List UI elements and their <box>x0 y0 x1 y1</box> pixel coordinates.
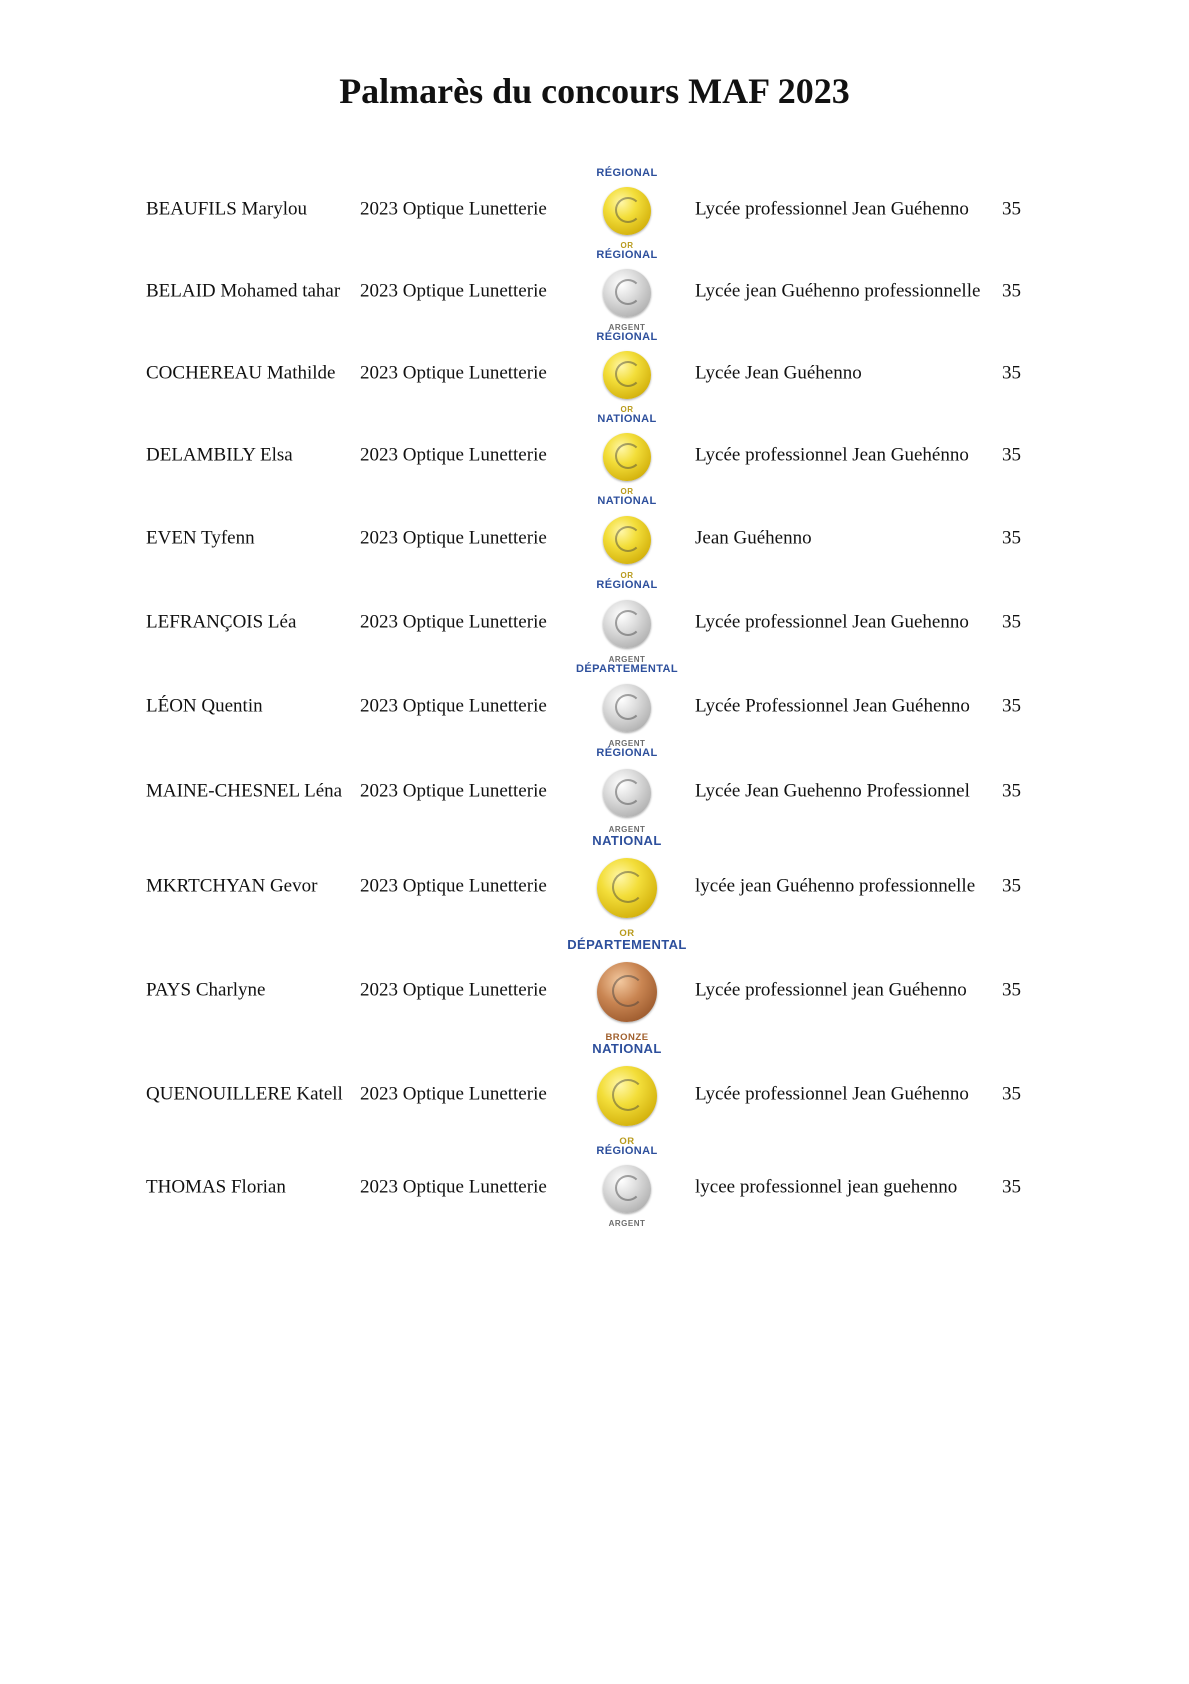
medal-level: NATIONAL <box>597 413 657 425</box>
school: Lycée Jean Guehenno Professionnel <box>695 780 970 802</box>
results-list <box>0 168 1189 1228</box>
result-row <box>0 1042 1189 1146</box>
result-row <box>0 332 1189 414</box>
department: 35 <box>1002 1083 1021 1105</box>
medal-metal: OR <box>620 571 634 580</box>
medal-metal: ARGENT <box>608 1219 646 1228</box>
gold-medal-icon <box>603 433 651 481</box>
profession: 2023 Optique Lunetterie <box>360 198 547 220</box>
department: 35 <box>1002 280 1021 302</box>
gold-medal-icon <box>603 187 651 235</box>
result-row <box>0 834 1189 938</box>
laureate-name: DELAMBILY Elsa <box>146 444 293 466</box>
department: 35 <box>1002 780 1021 802</box>
department: 35 <box>1002 979 1021 1001</box>
medal-badge <box>565 332 689 414</box>
bronze-medal-icon <box>597 962 657 1022</box>
silver-medal-icon <box>603 769 651 817</box>
school: Jean Guéhenno <box>695 527 812 549</box>
profession: 2023 Optique Lunetterie <box>360 527 547 549</box>
department: 35 <box>1002 362 1021 384</box>
medal-metal: OR <box>620 405 634 414</box>
medal-metal: OR <box>620 487 634 496</box>
laureate-name: LEFRANÇOIS Léa <box>146 611 297 633</box>
medal-level: DÉPARTEMENTAL <box>576 663 678 675</box>
medal-metal: OR <box>619 1135 635 1147</box>
school: Lycée professionnel Jean Guehénno <box>695 444 969 466</box>
medal-badge <box>565 748 689 834</box>
result-row <box>0 580 1189 664</box>
laureate-name: LÉON Quentin <box>146 695 263 717</box>
medal-level: NATIONAL <box>597 495 657 507</box>
result-row <box>0 250 1189 332</box>
medal-badge <box>565 1042 689 1146</box>
department: 35 <box>1002 1176 1021 1198</box>
profession: 2023 Optique Lunetterie <box>360 695 547 717</box>
school: lycée jean Guéhenno professionnelle <box>695 875 976 897</box>
school: Lycée professionnel Jean Guehenno <box>695 611 969 633</box>
gold-medal-icon <box>597 1066 657 1126</box>
result-row <box>0 496 1189 580</box>
medal-level: RÉGIONAL <box>596 1145 658 1157</box>
department: 35 <box>1002 695 1021 717</box>
profession: 2023 Optique Lunetterie <box>360 780 547 802</box>
medal-metal: OR <box>619 927 635 939</box>
result-row <box>0 938 1189 1042</box>
medal-metal: OR <box>620 241 634 250</box>
profession: 2023 Optique Lunetterie <box>360 979 547 1001</box>
profession: 2023 Optique Lunetterie <box>360 611 547 633</box>
result-row <box>0 748 1189 834</box>
medal-level: RÉGIONAL <box>596 331 658 343</box>
medal-badge <box>565 168 689 250</box>
profession: 2023 Optique Lunetterie <box>360 280 547 302</box>
medal-badge <box>565 1146 689 1228</box>
gold-medal-icon <box>603 516 651 564</box>
result-row <box>0 1146 1189 1228</box>
laureate-name: BELAID Mohamed tahar <box>146 280 341 302</box>
gold-medal-icon <box>603 351 651 399</box>
profession: 2023 Optique Lunetterie <box>360 875 547 897</box>
medal-badge <box>565 414 689 496</box>
medal-badge <box>565 664 689 748</box>
medal-metal: ARGENT <box>608 323 646 332</box>
medal-level: DÉPARTEMENTAL <box>567 937 687 952</box>
medal-badge <box>565 250 689 332</box>
laureate-name: COCHEREAU Mathilde <box>146 362 336 384</box>
medal-level: NATIONAL <box>592 833 662 848</box>
result-row <box>0 664 1189 748</box>
silver-medal-icon <box>603 269 651 317</box>
laureate-name: EVEN Tyfenn <box>146 527 255 549</box>
medal-level: NATIONAL <box>592 1041 662 1056</box>
silver-medal-icon <box>603 600 651 648</box>
medal-badge <box>565 580 689 664</box>
medal-level: RÉGIONAL <box>596 249 658 261</box>
laureate-name: MAINE-CHESNEL Léna <box>146 780 343 802</box>
profession: 2023 Optique Lunetterie <box>360 444 547 466</box>
profession: 2023 Optique Lunetterie <box>360 1176 547 1198</box>
laureate-name: THOMAS Florian <box>146 1176 286 1198</box>
medal-metal: BRONZE <box>605 1031 649 1043</box>
medal-badge <box>565 938 689 1042</box>
department: 35 <box>1002 875 1021 897</box>
medal-metal: ARGENT <box>608 655 646 664</box>
department: 35 <box>1002 527 1021 549</box>
laureate-name: PAYS Charlyne <box>146 979 266 1001</box>
department: 35 <box>1002 198 1021 220</box>
school: Lycée professionnel jean Guéhenno <box>695 979 967 1001</box>
medal-level: RÉGIONAL <box>596 579 658 591</box>
school: Lycée professionnel Jean Guéhenno <box>695 1083 969 1105</box>
school: Lycée jean Guéhenno professionnelle <box>695 280 981 302</box>
medal-badge <box>565 834 689 938</box>
profession: 2023 Optique Lunetterie <box>360 1083 547 1105</box>
laureate-name: BEAUFILS Marylou <box>146 198 307 220</box>
silver-medal-icon <box>603 1165 651 1213</box>
medal-metal: ARGENT <box>608 825 646 834</box>
school: lycee professionnel jean guehenno <box>695 1176 958 1198</box>
medal-badge <box>565 496 689 580</box>
silver-medal-icon <box>603 684 651 732</box>
gold-medal-icon <box>597 858 657 918</box>
laureate-name: QUENOUILLERE Katell <box>146 1083 343 1105</box>
profession: 2023 Optique Lunetterie <box>360 362 547 384</box>
school: Lycée professionnel Jean Guéhenno <box>695 198 969 220</box>
page-title: Palmarès du concours MAF 2023 <box>339 71 850 111</box>
medal-level: RÉGIONAL <box>596 167 658 179</box>
laureate-name: MKRTCHYAN Gevor <box>146 875 318 897</box>
result-row <box>0 168 1189 250</box>
department: 35 <box>1002 444 1021 466</box>
department: 35 <box>1002 611 1021 633</box>
result-row <box>0 414 1189 496</box>
school: Lycée Professionnel Jean Guéhenno <box>695 695 970 717</box>
medal-metal: ARGENT <box>608 739 646 748</box>
school: Lycée Jean Guéhenno <box>695 362 862 384</box>
medal-level: RÉGIONAL <box>596 747 658 759</box>
